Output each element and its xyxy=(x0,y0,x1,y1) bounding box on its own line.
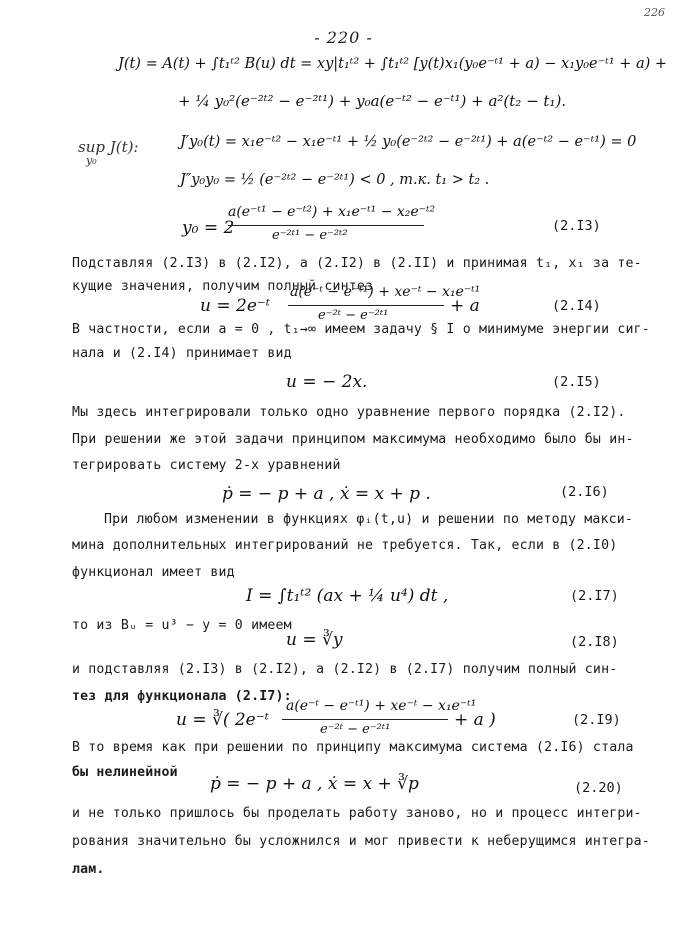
text-line: При решении же этой задачи принципом максимума необходимо было бы ин- xyxy=(72,432,634,447)
formula-max-principle-system: ṗ = − p + a , ẋ = x + p . xyxy=(222,484,431,504)
formula-u-synthesis-cuberoot-denominator: e⁻²ᵗ − e⁻²ᵗ¹ xyxy=(320,722,391,737)
fraction-bar xyxy=(228,225,424,226)
formula-functional-I: I = ∫t₁ᵗ² (ax + ¼ u⁴) dt , xyxy=(246,586,449,606)
text-line: мина дополнительных интегрирований не требуется. Так, если в (2.I0) xyxy=(72,538,618,553)
equation-number-2-14: (2.I4) xyxy=(552,298,601,314)
equation-number-2-16: (2.I6) xyxy=(560,484,609,500)
text-line: нала и (2.I4) принимает вид xyxy=(72,346,292,361)
text-line: бы нелинейной xyxy=(72,765,178,780)
formula-u-minus-2x: u = − 2x. xyxy=(286,372,368,392)
text-line: и подставляя (2.I3) в (2.I2), а (2.I2) в (2.I7) получим полный син- xyxy=(72,662,618,677)
formula-second-derivative: J″y₀y₀ = ½ (e⁻²ᵗ² − e⁻²ᵗ¹) < 0 , т.к. t₁ > t₂ . xyxy=(180,172,490,188)
equation-number-2-20: (2.20) xyxy=(574,780,623,796)
formula-u-cuberoot-y: u = ∛y xyxy=(286,630,343,650)
formula-u-synthesis-denominator: e⁻²ᵗ − e⁻²ᵗ¹ xyxy=(318,308,389,323)
formula-y0-numerator: a(e⁻ᵗ¹ − e⁻ᵗ²) + x₁e⁻ᵗ¹ − x₂e⁻ᵗ² xyxy=(228,204,436,220)
sup-label: sup J(t): xyxy=(78,138,139,156)
page-number: - 220 - xyxy=(314,28,373,47)
equation-number-2-18: (2.I8) xyxy=(570,634,619,650)
text-line: лам. xyxy=(72,862,105,877)
text-line: Мы здесь интегрировали только одно уравнение первого порядка (2.I2). xyxy=(72,405,626,420)
sup-subscript: y₀ xyxy=(86,154,97,167)
formula-u-synthesis-numerator: a(e⁻ᵗ − e⁻ᵗ¹) + xe⁻ᵗ − x₁e⁻ᵗ¹ xyxy=(290,284,481,300)
equation-number-2-17: (2.I7) xyxy=(570,588,619,604)
equation-number-2-15: (2.I5) xyxy=(552,374,601,390)
equation-number-2-19: (2.I9) xyxy=(572,712,621,728)
text-line: Подставляя (2.I3) в (2.I2), а (2.I2) в (2.II) и принимая t₁, x₁ за те- xyxy=(72,256,642,271)
formula-y0-denominator: e⁻²ᵗ¹ − e⁻²ᵗ² xyxy=(272,228,348,243)
text-line: В то время как при решении по принципу максимума система (2.I6) стала xyxy=(72,740,634,755)
formula-J-continuation: + ¼ y₀²(e⁻²ᵗ² − e⁻²ᵗ¹) + y₀a(e⁻ᵗ² − e⁻ᵗ¹) + a²(t₂ − t₁). xyxy=(178,92,567,110)
formula-u-synthesis-cuberoot-rhs: + a ) xyxy=(454,710,496,730)
formula-J-definition: J(t) = A(t) + ∫t₁ᵗ² B(u) dt = xy|t₁ᵗ² + ∫t₁ᵗ² [y(t)x₁(y₀e⁻ᵗ¹ + a) − x₁y₀e⁻ᵗ¹ + a) + xyxy=(118,56,668,72)
fraction-bar xyxy=(282,719,448,720)
text-line: и не только пришлось бы проделать работу заново, но и процесс интегри- xyxy=(72,806,642,821)
formula-y0-lhs: y₀ = 2 xyxy=(182,218,235,238)
text-line: кущие значения, получим полный синтез xyxy=(72,279,374,294)
fraction-bar xyxy=(288,305,444,306)
formula-nonlinear-system: ṗ = − p + a , ẋ = x + ∛p xyxy=(210,774,419,794)
text-line: рования значительно бы усложнился и мог привести к неберущимся интегра- xyxy=(72,834,650,849)
text-line: тез для функционала (2.I7): xyxy=(72,689,292,704)
text-line: При любом изменении в функциях φᵢ(t,u) и решении по методу макси- xyxy=(104,512,634,527)
text-line: функционал имеет вид xyxy=(72,565,235,580)
formula-u-synthesis-rhs: + a xyxy=(450,296,480,316)
formula-u-synthesis-cuberoot-lhs: u = ∛( 2e⁻ᵗ xyxy=(176,710,269,730)
formula-u-synthesis-cuberoot-numerator: a(e⁻ᵗ − e⁻ᵗ¹) + xe⁻ᵗ − x₁e⁻ᵗ¹ xyxy=(286,698,477,714)
text-line: тегрировать систему 2-х уравнений xyxy=(72,458,341,473)
formula-u-synthesis-lhs: u = 2e⁻ᵗ xyxy=(200,296,271,316)
text-line: В частности, если a = 0 , t₁→∞ имеем задачу § I о минимуме энергии сиг- xyxy=(72,322,650,337)
formula-first-derivative: J′y₀(t) = x₁e⁻ᵗ² − x₁e⁻ᵗ¹ + ½ y₀(e⁻²ᵗ² − e⁻²ᵗ¹) + a(e⁻ᵗ² − e⁻ᵗ¹) = 0 xyxy=(180,134,637,150)
text-line: то из Bᵤ = u³ − y = 0 имеем xyxy=(72,618,292,633)
equation-number-2-13: (2.I3) xyxy=(552,218,601,234)
corner-page-number: 226 xyxy=(644,6,665,19)
